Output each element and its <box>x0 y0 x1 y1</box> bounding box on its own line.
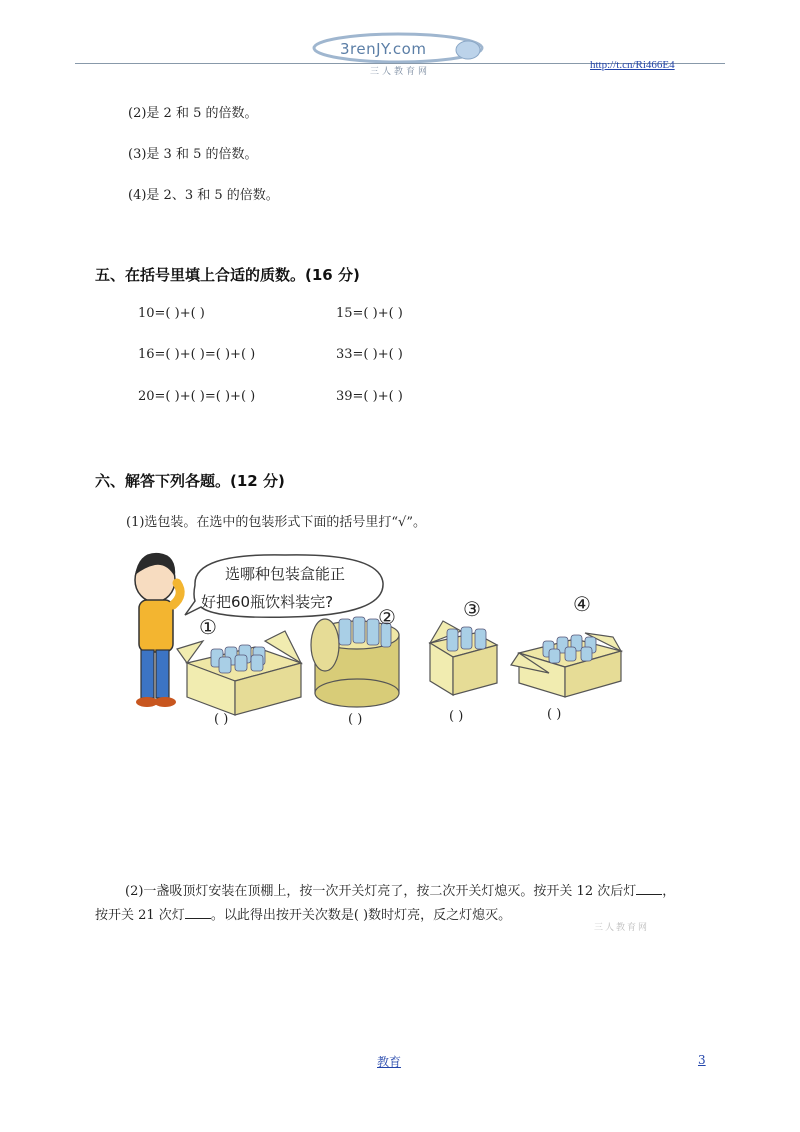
header-url-link[interactable]: http://t.cn/Ri466E4 <box>590 59 675 71</box>
q4-item-3: (3)是 3 和 5 的倍数。 <box>128 147 258 162</box>
option-label-1: ① <box>199 615 217 639</box>
watermark-text: 三人教育网 <box>594 923 650 933</box>
section5-heading: 五、在括号里填上合适的质数。(16 分) <box>95 266 360 284</box>
speech-bubble <box>185 555 383 617</box>
q4-item-2: (2)是 2 和 5 的倍数。 <box>128 106 258 121</box>
q6-2-text-b: ， <box>662 884 676 899</box>
prime-eq-right-3: 39=( )+( ) <box>336 389 403 404</box>
answer-paren-4[interactable]: ( ) <box>547 707 562 722</box>
q4-item-4: (4)是 2、3 和 5 的倍数。 <box>128 188 279 203</box>
page-number[interactable]: 3 <box>698 1053 706 1067</box>
prime-eq-left-1: 10=( )+( ) <box>138 306 205 321</box>
prime-eq-left-2: 16=( )+( )=( )+( ) <box>138 347 256 362</box>
section6-heading: 六、解答下列各题。(12 分) <box>95 472 285 490</box>
option-label-3: ③ <box>463 597 481 621</box>
prime-eq-left-3: 20=( )+( )=( )+( ) <box>138 389 256 404</box>
logo-subtitle: 三人教育网 <box>370 67 431 77</box>
option-label-4: ④ <box>573 592 591 616</box>
logo-text: 3renJY.com <box>340 40 427 58</box>
answer-blank-2[interactable] <box>185 906 211 919</box>
answer-paren-2[interactable]: ( ) <box>348 712 363 727</box>
footer-link[interactable]: 教育 <box>377 1055 402 1069</box>
package-option-1 <box>177 631 301 715</box>
q6-2-text-d: 。以此得出按开关次数是( )数时灯亮，反之灯熄灭。 <box>210 908 512 923</box>
answer-paren-1[interactable]: ( ) <box>214 712 229 727</box>
option-label-2: ② <box>378 605 396 629</box>
q6-2-text-a: (2)一盏吸顶灯安装在顶棚上，按一次开关灯亮了，按二次开关灯熄灭。按开关 12 次后灯 <box>125 884 637 899</box>
bubble-line-2: 好把60瓶饮料装完? <box>201 593 334 611</box>
answer-blank-1[interactable] <box>636 882 662 895</box>
prime-eq-right-2: 33=( )+( ) <box>336 347 403 362</box>
q6-1-text: (1)选包装。在选中的包装形式下面的括号里打“√”。 <box>126 515 426 530</box>
prime-eq-right-1: 15=( )+( ) <box>336 306 403 321</box>
package-option-4 <box>511 633 621 697</box>
boy-figure <box>135 553 180 707</box>
package-option-3 <box>430 621 497 695</box>
package-option-2 <box>311 617 399 707</box>
q6-2-text-c: 按开关 21 次灯 <box>95 908 185 923</box>
bubble-line-1: 选哪种包装盒能正 <box>225 565 346 583</box>
answer-paren-3[interactable]: ( ) <box>449 709 464 724</box>
